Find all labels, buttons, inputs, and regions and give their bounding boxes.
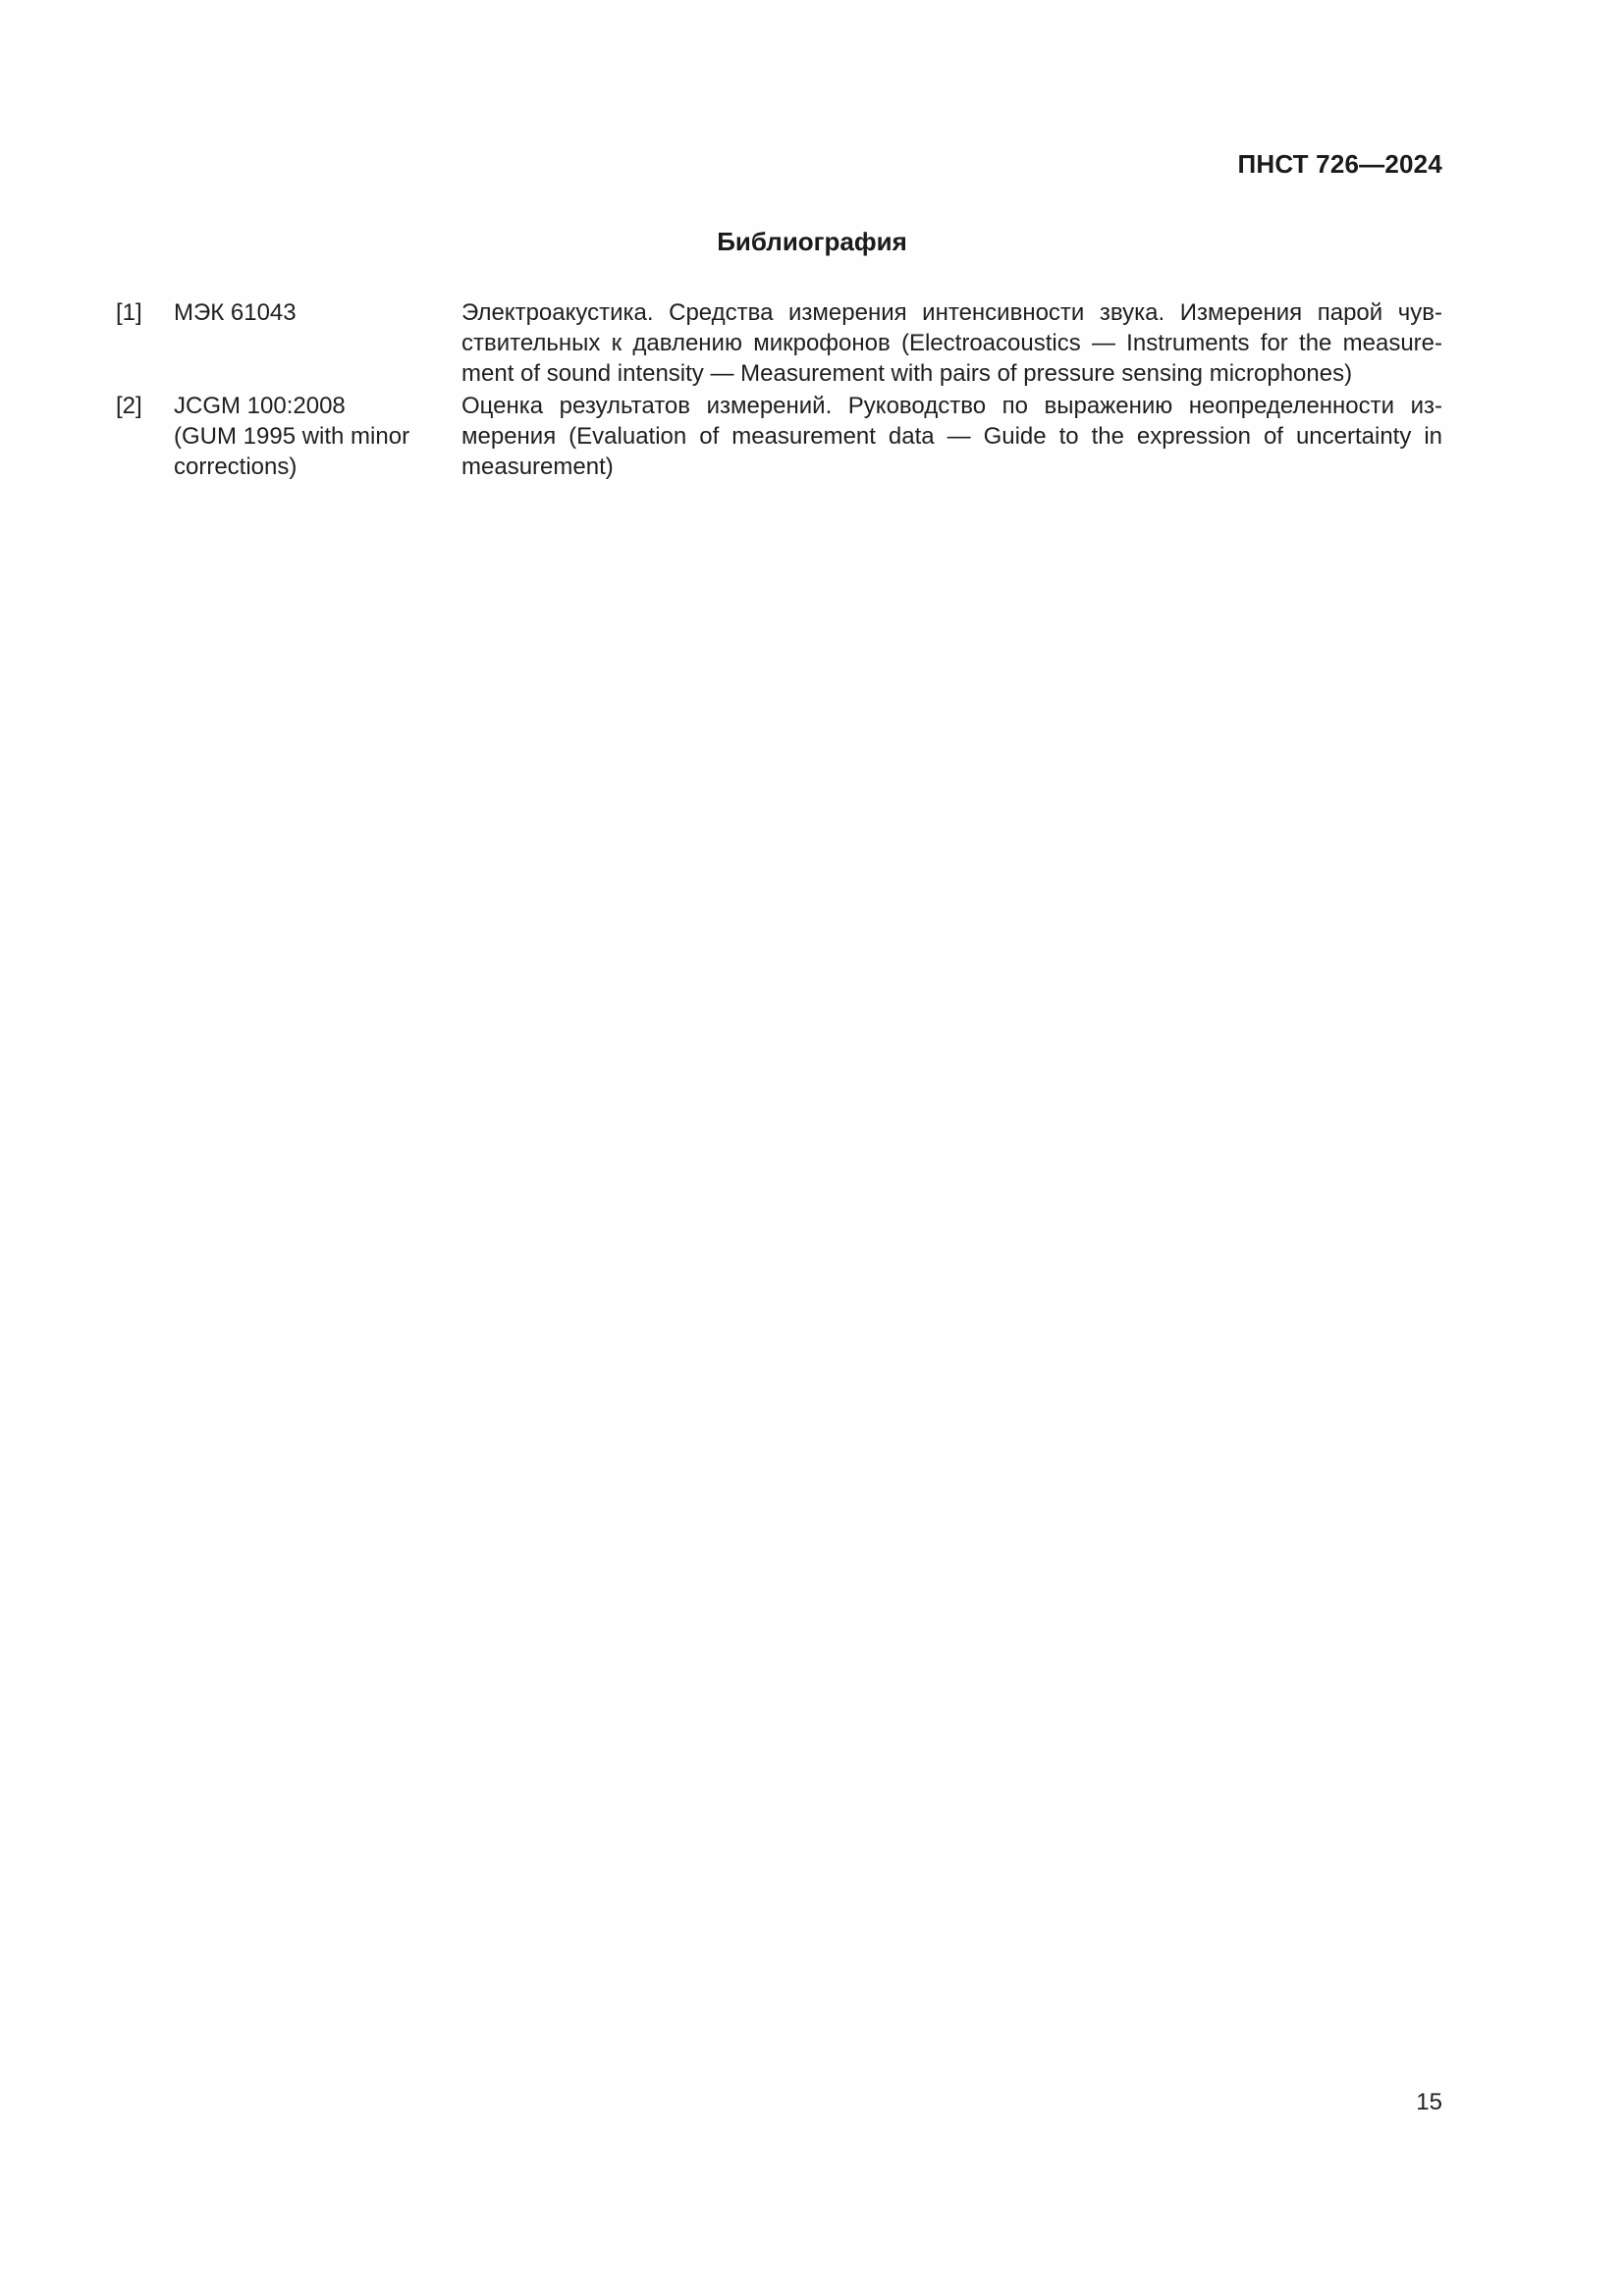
entry-description-line: ment of sound intensity — Measurement with pairs of pressure sensing microphones) — [461, 360, 1353, 387]
bibliography-list — [116, 297, 1442, 484]
entry-description-line: ствительных к давлению микрофонов (Electroacoustics — Instruments for the measure- — [461, 330, 1442, 356]
entry-identifier-line: JCGM 100:2008 — [174, 393, 346, 419]
bibliography-entry — [116, 391, 1442, 482]
entry-number: [1] — [116, 299, 142, 326]
bibliography-entry — [116, 297, 1442, 389]
page-number: 15 — [1416, 2089, 1442, 2115]
entry-description — [461, 391, 1442, 482]
entry-identifier — [174, 297, 461, 389]
section-title: Библиография — [717, 227, 907, 256]
entry-identifier-line: corrections) — [174, 454, 298, 480]
entry-identifier-line: (GUM 1995 with minor — [174, 423, 410, 450]
entry-description-line: Электроакустика. Средства измерения интенсивности звука. Измерения парой чув- — [461, 299, 1442, 326]
entry-identifier — [174, 391, 461, 482]
entry-description-line: Оценка результатов измерений. Руководство по выражению неопределенности из- — [461, 393, 1442, 419]
document-code: ПНСТ 726—2024 — [1237, 149, 1442, 179]
entry-description-line: мерения (Evaluation of measurement data — Guide to the expression of uncertainty in — [461, 423, 1442, 450]
entry-identifier-line: МЭК 61043 — [174, 299, 297, 326]
entry-number: [2] — [116, 393, 142, 419]
entry-description — [461, 297, 1442, 389]
entry-description-line: measurement) — [461, 454, 614, 480]
